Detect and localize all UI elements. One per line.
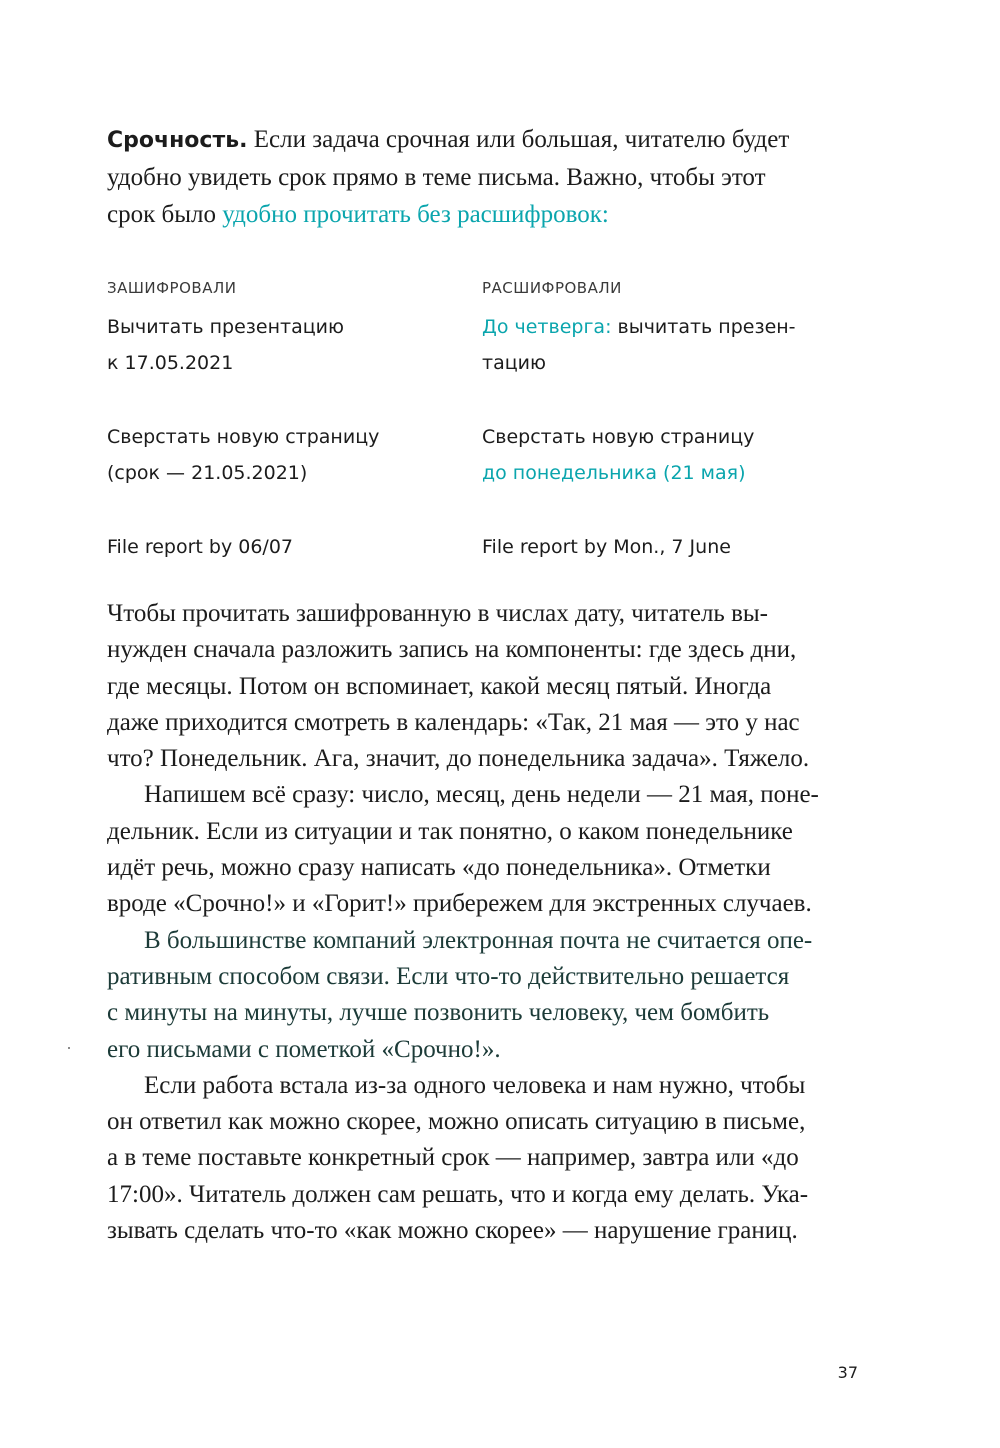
encoded-header: ЗАШИФРОВАЛИ: [107, 279, 237, 297]
paragraph-4-line: он ответил как можно скорее, можно описать ситуацию в письме,: [107, 1108, 806, 1136]
decoded-example-2-line-1: Сверстать новую страницу: [482, 426, 755, 448]
paragraph-4-line: Если работа встала из-за одного человека и нам нужно, чтобы: [144, 1071, 806, 1099]
paragraph-2-line: дельник. Если из ситуации и так понятно, о каком понедельнике: [107, 817, 793, 845]
body-text: [107, 596, 860, 1249]
decoded-example-1-line-1: вычитать презен-: [611, 316, 796, 338]
paragraph-3-line: его письмами с пометкой «Срочно!».: [107, 1035, 501, 1063]
urgency-intro-paragraph: [107, 121, 867, 233]
paragraph-1-line: даже приходится смотреть в календарь: «Так, 21 мая — это у нас: [107, 708, 800, 736]
encoded-example-2-line-2: (срок — 21.05.2021): [107, 462, 308, 484]
decoded-example-1-line-2: тацию: [482, 352, 546, 374]
intro-accent-text: удобно прочитать без расшифровок:: [222, 201, 609, 228]
decoded-example-1-accent: До четверга:: [482, 316, 612, 338]
paragraph-1-line: нужден сначала разложить запись на компоненты: где здесь дни,: [107, 636, 797, 664]
paragraph-4-line: а в теме поставьте конкретный срок — например, завтра или «до: [107, 1144, 799, 1172]
decoded-example-1: [482, 309, 842, 381]
encoded-column: [107, 275, 467, 565]
decoded-example-2-accent: до понедельника (21 мая): [482, 462, 746, 484]
encoded-example-1-line-1: Вычитать презентацию: [107, 316, 344, 338]
paragraph-1: [107, 596, 860, 777]
paragraph-3: [107, 923, 860, 1068]
urgency-heading: Срочность.: [107, 128, 248, 153]
encoded-example-1: [107, 309, 467, 381]
intro-line-3: срок было: [107, 201, 223, 228]
encoded-example-2: [107, 419, 467, 491]
paragraph-2-line: Напишем всё сразу: число, месяц, день недели — 21 мая, поне-: [144, 781, 819, 809]
paragraph-2-line: идёт речь, можно сразу написать «до понедельника». Отметки: [107, 854, 771, 882]
paragraph-1-line: где месяцы. Потом он вспоминает, какой месяц пятый. Иногда: [107, 672, 772, 700]
decoded-column: [482, 275, 842, 565]
paragraph-4-line: зывать сделать что-то «как можно скорее» — нарушение границ.: [107, 1217, 798, 1245]
intro-line-1: Если задача срочная или большая, читателю будет: [247, 126, 790, 153]
decoded-example-3: File report by Mon., 7 June: [482, 536, 731, 558]
encoded-example-1-line-2: к 17.05.2021: [107, 352, 234, 374]
paragraph-3-line: с минуты на минуты, лучше позвонить человеку, чем бомбить: [107, 999, 770, 1027]
paragraph-2: [107, 777, 860, 922]
paragraph-1-line: что? Понедельник. Ага, значит, до понедельника задача». Тяжело.: [107, 745, 810, 773]
paragraph-4-line: 17:00». Читатель должен сам решать, что и когда ему делать. Ука-: [107, 1180, 809, 1208]
encoded-example-2-line-1: Сверстать новую страницу: [107, 426, 380, 448]
paragraph-3-line: В большинстве компаний электронная почта не считается опе-: [144, 926, 813, 954]
paragraph-3-line: ративным способом связи. Если что-то действительно решается: [107, 962, 790, 990]
encoded-example-3: File report by 06/07: [107, 536, 294, 558]
print-speck: [68, 1047, 70, 1049]
decoded-header: РАСШИФРОВАЛИ: [482, 279, 622, 297]
intro-line-2: удобно увидеть срок прямо в теме письма. Важно, чтобы этот: [107, 164, 766, 191]
paragraph-4: [107, 1068, 860, 1249]
paragraph-2-line: вроде «Срочно!» и «Горит!» прибережем для экстренных случаев.: [107, 890, 812, 918]
decoded-example-2: [482, 419, 842, 491]
page-number: 37: [837, 1363, 858, 1382]
paragraph-1-line: Чтобы прочитать зашифрованную в числах дату, читатель вы-: [107, 600, 768, 627]
